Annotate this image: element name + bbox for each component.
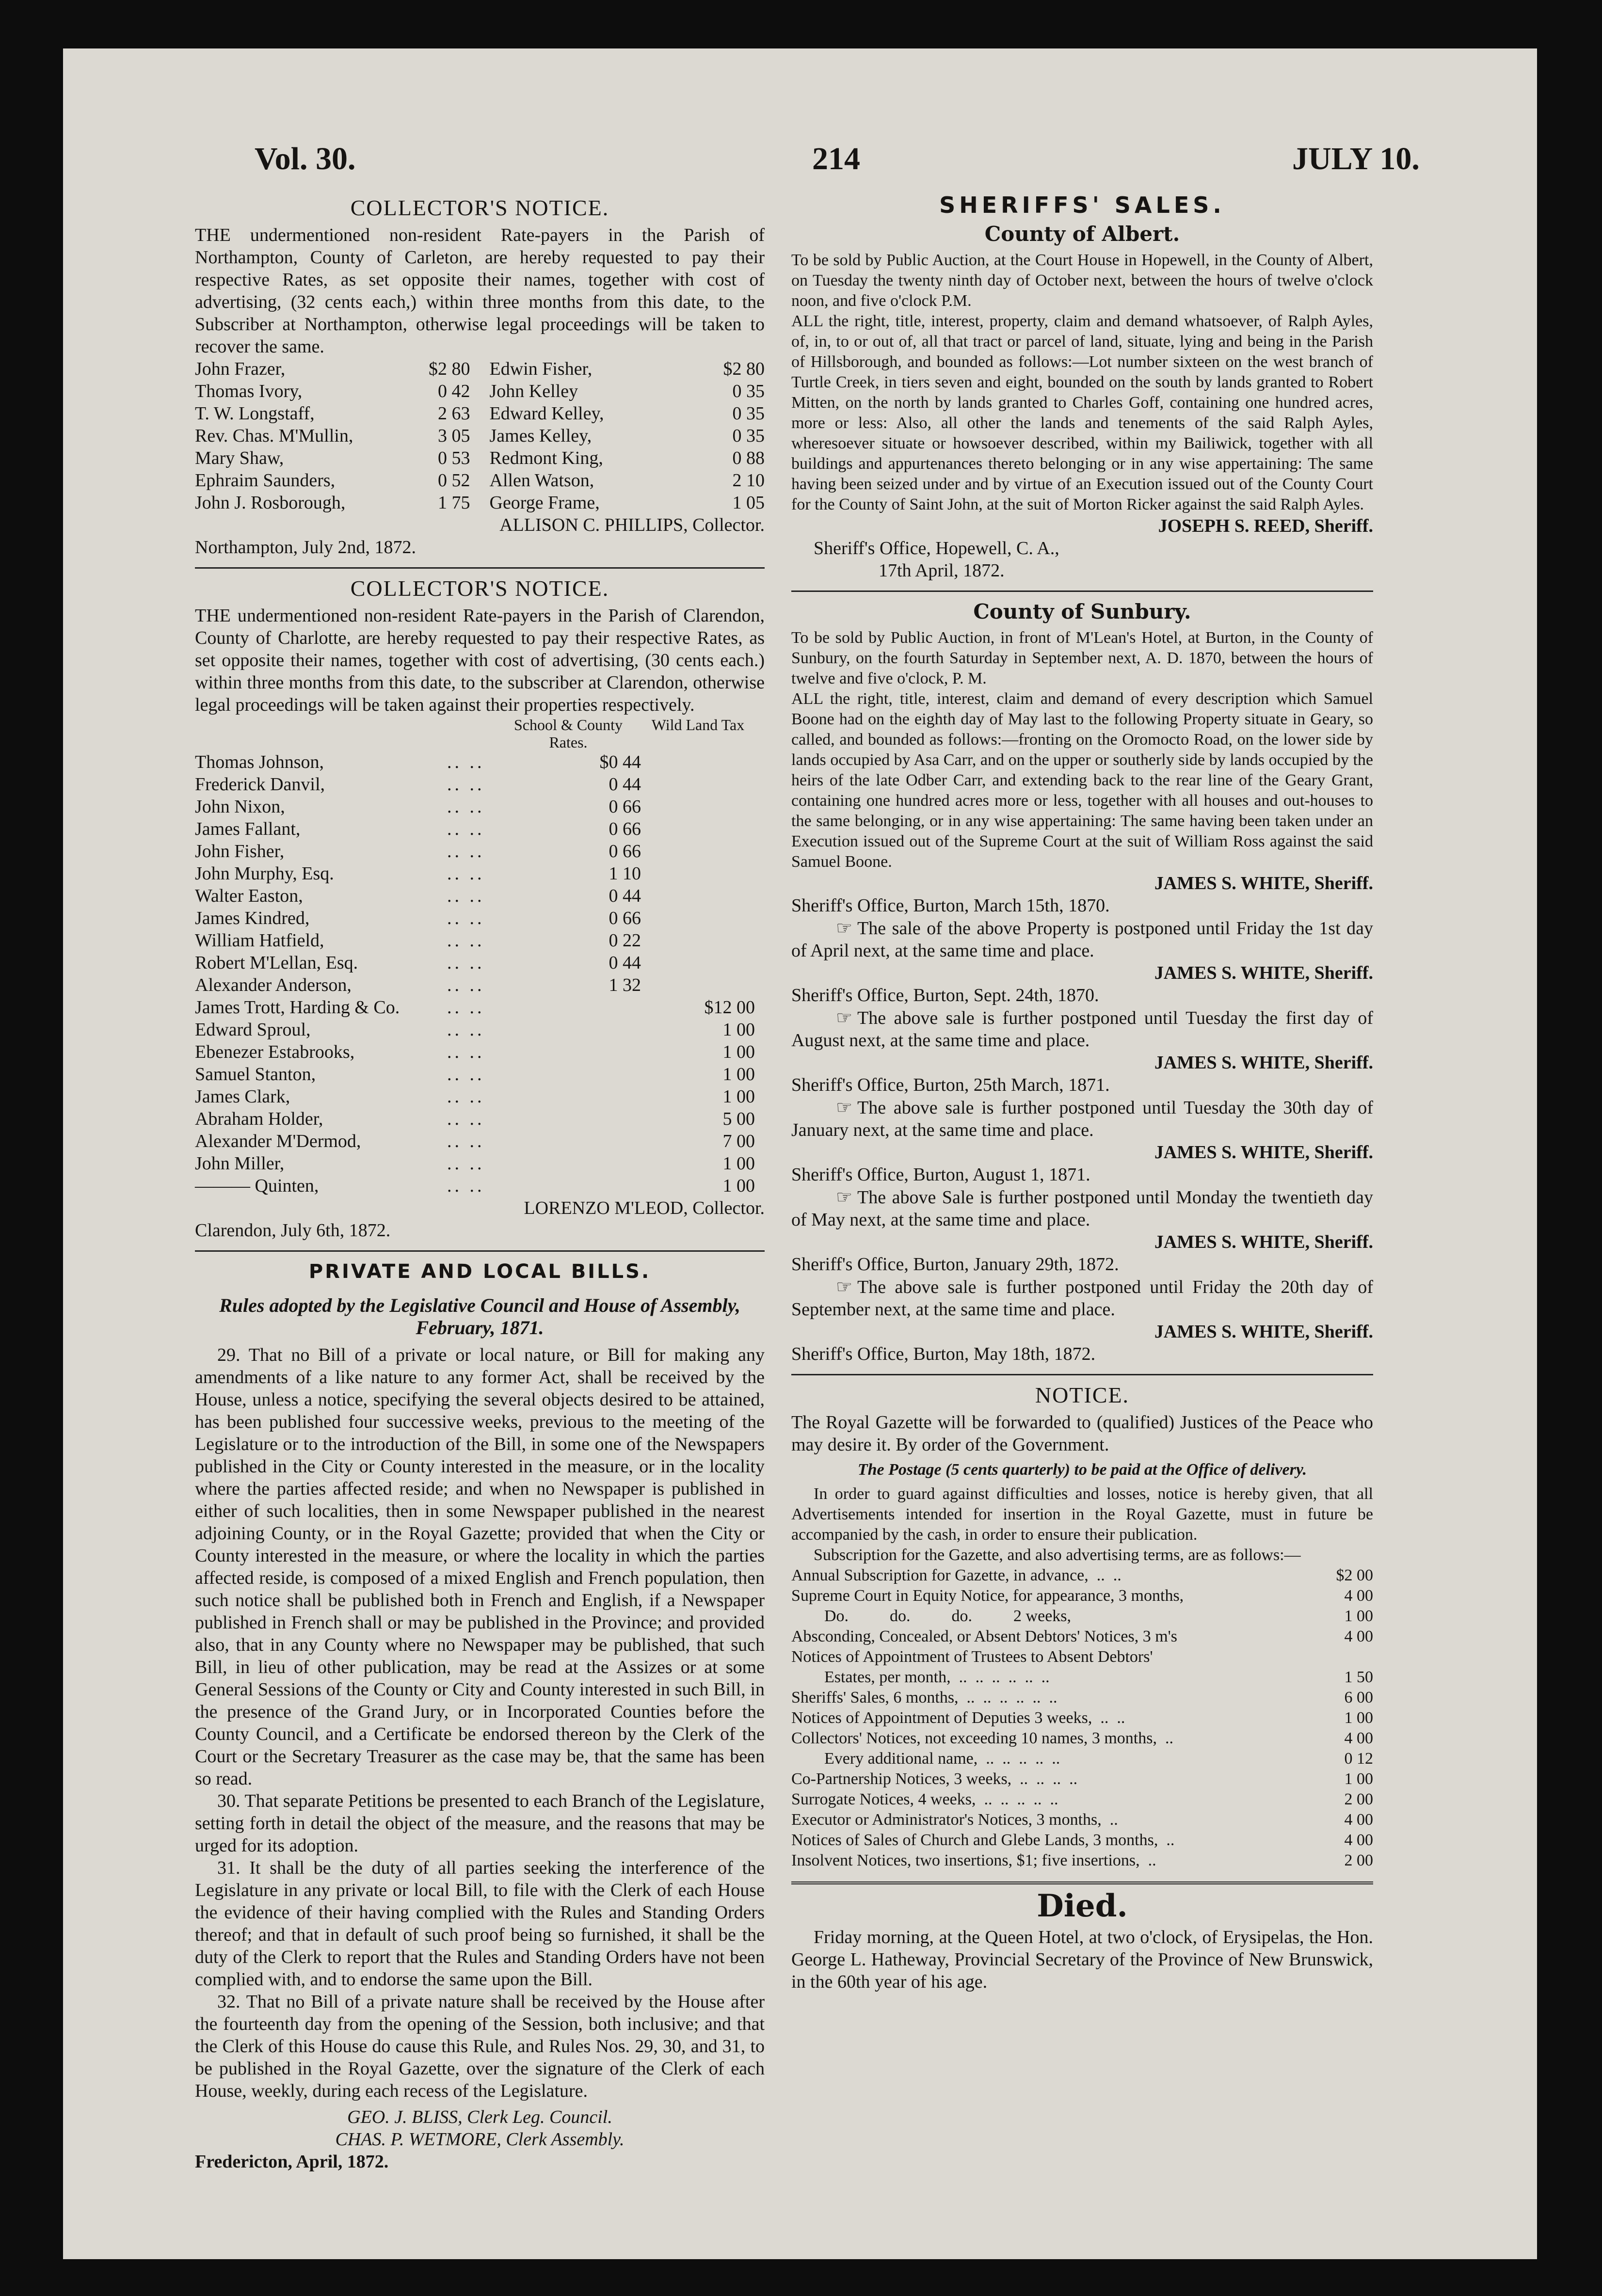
land-tax-amount <box>641 885 755 907</box>
ratepayer-entry <box>490 380 765 402</box>
list-item <box>195 447 765 469</box>
term-description: Insolvent Notices, two insertions, $1; five insertions, .. <box>791 1851 1156 1869</box>
collector-notice-northampton <box>195 197 765 558</box>
sheriff-signature: JOSEPH S. REED, Sheriff. <box>1158 516 1373 536</box>
notice-title: COLLECTOR'S NOTICE. <box>350 576 609 601</box>
term-description: Notices of Sales of Church and Glebe Lands, 3 months, .. <box>791 1831 1175 1849</box>
rate-amount: 0 66 <box>609 908 641 928</box>
rate-amount: 1 32 <box>609 975 641 995</box>
term-description: Executor or Administrator's Notices, 3 months, .. <box>791 1811 1118 1829</box>
leader-dots: .. .. <box>447 1064 485 1084</box>
term-description: Notices of Appointment of Deputies 3 weeks, .. .. <box>791 1709 1125 1727</box>
postponement-notice <box>791 1006 1373 1096</box>
rate-amount <box>563 1108 641 1130</box>
list-item <box>195 492 765 514</box>
rate-amount: 0 35 <box>732 426 765 446</box>
term-description: Collectors' Notices, not exceeding 10 names, 3 months, .. <box>791 1729 1173 1747</box>
sheriff-signature: JAMES S. WHITE, Sheriff. <box>1154 1232 1373 1252</box>
page-number: 214 <box>812 141 860 176</box>
sale-body: ALL the right, title, interest, claim and demand of every description which Samuel Boone had on the eighth day of May last to the following Property situate in Geary, so called, and bounded as follows:—fronting on the Oromocto Road, on the lower side by lands occupied by Asa Carr, and on the upper or southerly side by lands occupied by the heirs of the late Odber Carr, and extending back to the rear line of the Geary Grant, containing one hundred acres more or less, together with all houses and out-houses to the same belonging, or in any wise appertaining: The same having been taken under an Execution issued out of the Supreme Court at the suit of William Ross against the said Samuel Boone. <box>791 690 1373 871</box>
ratepayer-name: Thomas Ivory, <box>195 381 303 401</box>
table-row <box>195 840 765 862</box>
list-item <box>195 380 765 402</box>
leader-dots: .. .. <box>447 1086 485 1107</box>
table-row <box>195 1108 765 1130</box>
land-tax-amount <box>641 907 755 929</box>
rate-amount: $2 80 <box>723 359 765 379</box>
divider <box>791 1374 1373 1375</box>
section-title: Died. <box>1037 1888 1128 1924</box>
table-row <box>195 952 765 974</box>
collector-signature: LORENZO M'LEOD, Collector. <box>524 1198 765 1218</box>
term-price: 6 00 <box>1344 1689 1373 1706</box>
ratepayer-entry <box>195 447 470 469</box>
postponement-notice <box>791 1276 1373 1365</box>
ratepayer-entry <box>195 425 470 447</box>
postponement-body: The above Sale is further postponed until Monday the twentieth day of May next, at the same time and place. <box>791 1187 1373 1230</box>
ratepayer-name: Edward Kelley, <box>489 403 604 424</box>
table-row <box>195 773 765 796</box>
table-row <box>791 1708 1373 1728</box>
table-row <box>195 1175 765 1197</box>
rate-amount: 2 63 <box>438 403 470 424</box>
rate-amount: 0 35 <box>732 403 765 424</box>
term-description: Surrogate Notices, 4 weeks, .. .. .. .. .. <box>791 1790 1058 1808</box>
table-row <box>791 1647 1373 1667</box>
table-row <box>195 1063 765 1085</box>
issue-date: JULY 10. <box>1292 141 1420 176</box>
ratepayer-entry <box>195 469 470 492</box>
clerk-signature-council: GEO. J. BLISS, Clerk Leg. Council. <box>347 2107 612 2127</box>
sheriff-signature: JAMES S. WHITE, Sheriff. <box>1154 1142 1373 1163</box>
rate-amount: 0 44 <box>609 953 641 973</box>
leader-dots: .. .. <box>447 1020 485 1040</box>
term-description: Notices of Appointment of Trustees to Absent Debtors' <box>791 1648 1153 1666</box>
leader-dots: .. .. <box>447 908 485 928</box>
leader-dots: .. .. <box>447 1109 485 1129</box>
collector-signature: ALLISON C. PHILLIPS, Collector. <box>499 515 765 535</box>
sheriff-office: Sheriff's Office, Burton, 25th March, 1871. <box>791 1075 1110 1095</box>
ratepayer-entry <box>490 469 765 492</box>
land-tax-amount: 1 00 <box>722 1064 755 1084</box>
table-row <box>791 1830 1373 1850</box>
section-subtitle: Rules adopted by the Legislative Council and House of Assembly, February, 1871. <box>219 1294 740 1339</box>
leader-dots: .. .. <box>447 930 485 951</box>
rate-amount: 1 75 <box>438 493 470 513</box>
ratepayer-entry <box>490 402 765 425</box>
table-row <box>791 1810 1373 1830</box>
notice-paragraph: Subscription for the Gazette, and also advertising terms, are as follows:— <box>814 1546 1301 1564</box>
table-row <box>791 1565 1373 1586</box>
term-price: $2 00 <box>1336 1566 1373 1584</box>
term-description: Supreme Court in Equity Notice, for appearance, 3 months, <box>791 1587 1184 1605</box>
table-row <box>195 1041 765 1063</box>
obituary: Friday morning, at the Queen Hotel, at two o'clock, of Erysipelas, the Hon. George L. Hatheway, Provincial Secretary of the Province of New Brunswick, in the 60th year of his age. <box>791 1927 1373 1992</box>
postponement-text <box>791 1096 1373 1141</box>
notice-paragraph: In order to guard against difficulties and losses, notice is hereby given, that all Advertisements intended for insertion in the Royal Gazette, must in future be accompanied by the cash, in order to ensure their publication. <box>791 1485 1373 1544</box>
term-price: 4 00 <box>1344 1811 1373 1829</box>
sheriff-office: Sheriff's Office, Burton, August 1, 1871. <box>791 1164 1090 1185</box>
land-tax-amount: 1 00 <box>722 1176 755 1196</box>
notice-body: THE undermentioned non-resident Rate-payers in the Parish of Clarendon, County of Charlotte, are hereby requested to pay their respective Rates, as set opposite their names, together with cost of advertising, (30 cents each.) within three months from this date, to the subscriber at Clarendon, otherwise legal proceedings will be taken against their properties respectively. <box>195 606 765 715</box>
divider <box>195 1250 765 1252</box>
term-description: Estates, per month, .. .. .. .. .. .. <box>791 1668 1050 1686</box>
sheriff-office: Sheriff's Office, Burton, May 18th, 1872. <box>791 1344 1096 1364</box>
table-row <box>195 929 765 952</box>
ratepayer-name: John Nixon, <box>195 797 285 817</box>
postponement-body: The above sale is further postponed until Tuesday the first day of August next, at the same time and place. <box>791 1008 1373 1051</box>
rate-amount: $0 44 <box>599 752 641 772</box>
land-tax-amount: 1 00 <box>722 1153 755 1174</box>
ratepayer-name: T. W. Longstaff, <box>195 403 315 424</box>
land-tax-amount: 1 00 <box>722 1020 755 1040</box>
term-price: 2 00 <box>1344 1790 1373 1808</box>
table-row <box>195 974 765 996</box>
terms-table <box>791 1565 1373 1871</box>
sale-body: ALL the right, title, interest, property, claim and demand whatsoever, of Ralph Ayles, of, in, to or out of, all that tract or parcel of land, situate, lying and being in the Parish of Hillsborough, and bounded as follows:—Lot number sixteen on the west branch of Turtle Creek, in tiers seven and eight, bounded on the south by lands granted to Robert Mitten, on the north by lands granted to Charles Goff, containing one hundred acres, more or less: Also, all other the lands and tenements of the said Ralph Ayles, wheresoever situate or howsoever described, within my Bailiwick, together with all buildings and appurtenances thereto belonging or in any wise appertaining: The same having been seized under and by virtue of an Execution issued out of the County Court for the County of Saint John, at the suit of Morton Ricker against the said Ralph Ayles. <box>791 312 1373 513</box>
ratepayer-name: William Hatfield, <box>195 930 324 951</box>
rate-amount: 0 66 <box>609 819 641 839</box>
term-price: 1 00 <box>1344 1709 1373 1727</box>
leader-dots: .. .. <box>447 1176 485 1196</box>
term-description: Sheriffs' Sales, 6 months, .. .. .. .. .. .. <box>791 1689 1057 1706</box>
ratepayer-name: Robert M'Lellan, Esq. <box>195 953 358 973</box>
leader-dots: .. .. <box>447 997 485 1018</box>
left-column <box>195 194 765 2173</box>
sale-albert <box>791 223 1373 582</box>
rate-amount: 1 05 <box>732 493 765 513</box>
ratepayer-name: Alexander M'Dermod, <box>195 1131 361 1151</box>
ratepayer-name: John Murphy, Esq. <box>195 863 334 884</box>
sheriff-signature: JAMES S. WHITE, Sheriff. <box>1154 1322 1373 1342</box>
term-price: 4 00 <box>1344 1627 1373 1645</box>
ratepayer-name: Ebenezer Estabrooks, <box>195 1042 355 1062</box>
term-description: Absconding, Concealed, or Absent Debtors' Notices, 3 m's <box>791 1627 1178 1645</box>
ratepayer-name: Walter Easton, <box>195 886 303 906</box>
postponement-body: The above sale is further postponed until Friday the 20th day of September next, at the same time and place. <box>791 1277 1373 1320</box>
postponement-text <box>791 1006 1373 1052</box>
ratepayer-name: John Kelley <box>489 381 578 401</box>
ratepayer-name: Abraham Holder, <box>195 1109 323 1129</box>
sale-sunbury <box>791 601 1373 1365</box>
rate-amount: 0 35 <box>732 381 765 401</box>
table-row <box>791 1688 1373 1708</box>
rule-paragraph: 31. It shall be the duty of all parties seeking the interference of the Legislature in any private or local Bill, to file with the Clerk of each House the evidence of their having complied with the Rules and Standing Orders thereof; and that in default of such proof being so furnished, it shall be the duty of the Clerk to report that the Rules and Standing Orders have not been complied with, and to endorse the same upon the Bill. <box>195 1858 765 1990</box>
land-tax-amount: 1 00 <box>722 1042 755 1062</box>
pointing-hand-icon: ☞ <box>836 1097 853 1118</box>
table-row <box>195 818 765 840</box>
leader-dots: .. .. <box>447 1131 485 1151</box>
ratepayer-list <box>195 358 765 514</box>
ratepayer-entry <box>490 447 765 469</box>
dateline: Clarendon, July 6th, 1872. <box>195 1220 391 1241</box>
ratepayer-name: George Frame, <box>489 493 600 513</box>
term-price: 0 12 <box>1344 1750 1373 1768</box>
ratepayer-entry <box>195 402 470 425</box>
leader-dots: .. .. <box>447 752 485 772</box>
ratepayer-name: Frederick Danvil, <box>195 774 325 795</box>
rate-amount: 0 53 <box>438 448 470 468</box>
postponement-body: The sale of the above Property is postponed until Friday the 1st day of April next, at the same time and place. <box>791 918 1373 961</box>
pointing-hand-icon: ☞ <box>836 1276 853 1297</box>
rate-amount: 0 44 <box>609 774 641 795</box>
rate-amount: 0 22 <box>609 930 641 951</box>
rule-paragraph: 32. That no Bill of a private nature shall be received by the House after the fourteenth day from the opening of the Session, both inclusive; and that the Clerk of this House do cause this Rule, and Rules Nos. 29, 30, and 31, to be published in the Royal Gazette, over the signature of the Clerk of each House, weekly, during each recess of the Legislature. <box>195 1992 765 2101</box>
leader-dots: .. .. <box>447 975 485 995</box>
land-tax-amount <box>641 862 755 885</box>
notice-postage: The Postage (5 cents quarterly) to be paid at the Office of delivery. <box>857 1461 1307 1479</box>
divider <box>791 1881 1373 1884</box>
rule-paragraph: 29. That no Bill of a private or local nature, or Bill for making any amendments of a like nature to any former Act, shall be received by the House, unless a notice, specifying the several objects desired to be attained, has been published four successive weeks, previous to the meeting of the Legislature or to the introduction of the Bill, in some one of the Newspapers published in the City or County interested in the measure, or in the locality where the parties affected reside; and when no Newspaper is published in either of such localities, then in some Newspaper published in the nearest adjoining County, or in the Royal Gazette; provided that when the City or County interested in the measure, or where the locality in which the parties affected reside, is composed of a mixed English and French population, then such notice shall be published both in French and English, if a Newspaper published in French shall or may be published in the Province; and provided also, that in any County where no Newspaper may be published, that such Bill, in lieu of other publication, may be read at the Assizes or at some General Sessions of the County or City and County interested in such Bill, in the presence of the Grand Jury, or in Incorporated Counties before the County Council, and a Certificate be endorsed thereon by the Clerk of the Court or the Secretary Treasurer as the case may be, that the same has been so read. <box>195 1345 765 1789</box>
ratepayer-name: James Kelley, <box>489 426 592 446</box>
ratepayer-name: John Fisher, <box>195 841 285 861</box>
term-price: 1 00 <box>1344 1770 1373 1788</box>
right-column <box>791 194 1373 1993</box>
term-price: 4 00 <box>1344 1587 1373 1605</box>
postponement-notice <box>791 917 1373 1006</box>
table-row <box>791 1728 1373 1749</box>
land-tax-amount: 1 00 <box>722 1086 755 1107</box>
private-local-bills <box>195 1260 765 2173</box>
dateline: Northampton, July 2nd, 1872. <box>195 537 416 558</box>
list-item <box>195 425 765 447</box>
leader-dots: .. .. <box>447 886 485 906</box>
sheriff-office: Sheriff's Office, Burton, January 29th, 1872. <box>791 1254 1119 1275</box>
term-price: 2 00 <box>1344 1851 1373 1869</box>
ratepayer-entry <box>195 358 470 380</box>
term-price: 4 00 <box>1344 1831 1373 1849</box>
notice-paragraph: The Royal Gazette will be forwarded to (qualified) Justices of the Peace who may desire it. By order of the Government. <box>791 1412 1373 1455</box>
list-item <box>195 469 765 492</box>
sheriff-signature: JAMES S. WHITE, Sheriff. <box>1154 1052 1373 1073</box>
collector-notice-clarendon <box>195 577 765 1242</box>
ratepayer-name: Mary Shaw, <box>195 448 284 468</box>
table-row <box>791 1749 1373 1769</box>
notice-body: THE undermentioned non-resident Rate-payers in the Parish of Northampton, County of Carleton, are hereby requested to pay their respective Rates, as set opposite their names, together with cost of advertising, (32 cents each,) within three months from this date, to the Subscriber at Northampton, otherwise legal proceedings will be taken to recover the same. <box>195 225 765 357</box>
ratepayer-entry <box>195 380 470 402</box>
term-price <box>1281 1647 1373 1667</box>
sale-intro: To be sold by Public Auction, in front of M'Lean's Hotel, at Burton, in the County of Sunbury, on the fourth Saturday in September next, A. D. 1870, between the hours of twelve and five o'clock, P. M. <box>791 629 1373 687</box>
ratepayer-name: Edwin Fisher, <box>489 359 593 379</box>
died-section <box>791 1888 1373 1993</box>
ratepayer-entry <box>490 358 765 380</box>
land-tax-amount <box>641 751 755 773</box>
term-price: 1 00 <box>1344 1607 1373 1625</box>
ratepayer-entry <box>195 492 470 514</box>
dateline: Fredericton, April, 1872. <box>195 2152 389 2172</box>
ratepayer-name: John Frazer, <box>195 359 286 379</box>
sheriff-signature: JAMES S. WHITE, Sheriff. <box>1154 873 1373 893</box>
rate-amount <box>563 1041 641 1063</box>
rate-amount <box>563 1085 641 1108</box>
land-tax-amount <box>641 929 755 952</box>
land-tax-amount: 5 00 <box>722 1109 755 1129</box>
land-tax-amount <box>641 952 755 974</box>
sheriff-office: Sheriff's Office, Burton, March 15th, 1870. <box>791 895 1110 916</box>
leader-dots: .. .. <box>447 819 485 839</box>
sale-intro: To be sold by Public Auction, at the Court House in Hopewell, in the County of Albert, on Tuesday the twenty ninth day of October next, between the hours of twelve o'clock noon, and five o'clock P.M. <box>791 251 1373 310</box>
term-description: Co-Partnership Notices, 3 weeks, .. .. .. .. <box>791 1770 1078 1788</box>
rule-paragraph: 30. That separate Petitions be presented to each Branch of the Legislature, setting forth in detail the object of the measure, and the reasons that may be urged for its adoption. <box>195 1791 765 1856</box>
ratepayer-entry <box>490 425 765 447</box>
rate-amount: 0 88 <box>732 448 765 468</box>
ratepayer-name: Thomas Johnson, <box>195 752 324 772</box>
rate-amount: 2 10 <box>732 470 765 491</box>
ratepayer-name: James Fallant, <box>195 819 301 839</box>
pointing-hand-icon: ☞ <box>836 1186 853 1208</box>
table-header <box>195 716 765 751</box>
land-tax-amount <box>641 818 755 840</box>
term-description: Every additional name, .. .. .. .. .. <box>791 1750 1060 1768</box>
leader-dots: .. .. <box>447 953 485 973</box>
land-tax-amount <box>641 773 755 796</box>
sheriff-signature: JAMES S. WHITE, Sheriff. <box>1154 963 1373 983</box>
term-description: Do. do. do. 2 weeks, <box>791 1607 1072 1625</box>
leader-dots: .. .. <box>447 774 485 795</box>
ratepayer-name: John J. Rosborough, <box>195 493 346 513</box>
section-title: SHERIFFS' SALES. <box>939 192 1225 218</box>
table-row <box>195 862 765 885</box>
ratepayer-name: Ephraim Saunders, <box>195 470 336 491</box>
ratepayer-name: Rev. Chas. M'Mullin, <box>195 426 353 446</box>
table-row <box>195 751 765 773</box>
leader-dots: .. .. <box>447 1042 485 1062</box>
land-tax-amount <box>641 974 755 996</box>
rate-amount: 0 42 <box>438 381 470 401</box>
ratepayer-name: Samuel Stanton, <box>195 1064 316 1084</box>
term-description: Annual Subscription for Gazette, in advance, .. .. <box>791 1566 1121 1584</box>
rate-amount <box>563 1152 641 1175</box>
term-price: 4 00 <box>1344 1729 1373 1747</box>
rate-amount: $2 80 <box>429 359 470 379</box>
land-tax-amount: 7 00 <box>722 1131 755 1151</box>
ratepayer-name: James Clark, <box>195 1086 290 1107</box>
rate-amount <box>563 1019 641 1041</box>
pointing-hand-icon: ☞ <box>836 917 853 939</box>
notice-section <box>791 1384 1373 1871</box>
land-tax-amount <box>641 840 755 862</box>
term-price: 1 50 <box>1344 1668 1373 1686</box>
table-row <box>195 996 765 1019</box>
col-header-rates: School & County Rates. <box>513 716 623 751</box>
ratepayer-table <box>195 716 765 1197</box>
ratepayer-name: James Trott, Harding & Co. <box>195 997 400 1018</box>
notice-title: COLLECTOR'S NOTICE. <box>350 195 609 220</box>
land-tax-amount <box>641 796 755 818</box>
table-row <box>791 1769 1373 1789</box>
ratepayer-name: ——— Quinten, <box>195 1176 319 1196</box>
land-tax-amount: $12 00 <box>704 997 755 1018</box>
leader-dots: .. .. <box>447 841 485 861</box>
table-row <box>791 1586 1373 1606</box>
ratepayer-name: Edward Sproul, <box>195 1020 311 1040</box>
notice-title: NOTICE. <box>1035 1383 1130 1407</box>
rate-amount: 1 10 <box>609 863 641 884</box>
postponement-notice <box>791 1096 1373 1186</box>
table-row <box>791 1789 1373 1810</box>
postponement-text <box>791 917 1373 962</box>
leader-dots: .. .. <box>447 797 485 817</box>
ratepayer-entry <box>490 492 765 514</box>
rate-amount: 0 44 <box>609 886 641 906</box>
sheriff-office: Sheriff's Office, Burton, Sept. 24th, 1870. <box>791 985 1099 1005</box>
ratepayer-name: Alexander Anderson, <box>195 975 352 995</box>
sale-date: 17th April, 1872. <box>879 560 1005 581</box>
county-heading: County of Albert. <box>984 222 1180 246</box>
postponement-text <box>791 1186 1373 1231</box>
col-header-land-tax: Wild Land Tax <box>651 716 745 733</box>
table-row <box>791 1626 1373 1647</box>
rate-amount <box>563 1175 641 1197</box>
rate-amount: 0 66 <box>609 797 641 817</box>
rate-amount: 3 05 <box>438 426 470 446</box>
postponement-notice <box>791 1186 1373 1276</box>
list-item <box>195 358 765 380</box>
volume-label: Vol. 30. <box>255 141 356 176</box>
clerk-signature-assembly: CHAS. P. WETMORE, Clerk Assembly. <box>335 2129 625 2150</box>
divider <box>791 590 1373 592</box>
table-row <box>195 1130 765 1152</box>
ratepayer-name: James Kindred, <box>195 908 310 928</box>
table-row <box>195 1152 765 1175</box>
pointing-hand-icon: ☞ <box>836 1007 853 1028</box>
table-row <box>791 1606 1373 1626</box>
ratepayer-name: Redmont King, <box>489 448 603 468</box>
leader-dots: .. .. <box>447 863 485 884</box>
table-row <box>195 885 765 907</box>
leader-dots: .. .. <box>447 1153 485 1174</box>
rate-amount <box>563 996 641 1019</box>
section-title: PRIVATE AND LOCAL BILLS. <box>308 1260 651 1283</box>
postponement-body: The above sale is further postponed until Tuesday the 30th day of January next, at the same time and place. <box>791 1098 1373 1140</box>
list-item <box>195 402 765 425</box>
divider <box>195 567 765 569</box>
table-row <box>791 1850 1373 1871</box>
postponement-text <box>791 1276 1373 1321</box>
table-row <box>195 907 765 929</box>
rate-amount: 0 66 <box>609 841 641 861</box>
county-heading: County of Sunbury. <box>973 600 1191 623</box>
ratepayer-name: John Miller, <box>195 1153 285 1174</box>
sheriff-office: Sheriff's Office, Hopewell, C. A., <box>814 538 1059 558</box>
table-row <box>195 796 765 818</box>
ratepayer-name: Allen Watson, <box>489 470 594 491</box>
rate-amount: 0 52 <box>438 470 470 491</box>
table-row <box>195 1085 765 1108</box>
rate-amount <box>563 1063 641 1085</box>
table-row <box>791 1667 1373 1688</box>
table-row <box>195 1019 765 1041</box>
rate-amount <box>563 1130 641 1152</box>
